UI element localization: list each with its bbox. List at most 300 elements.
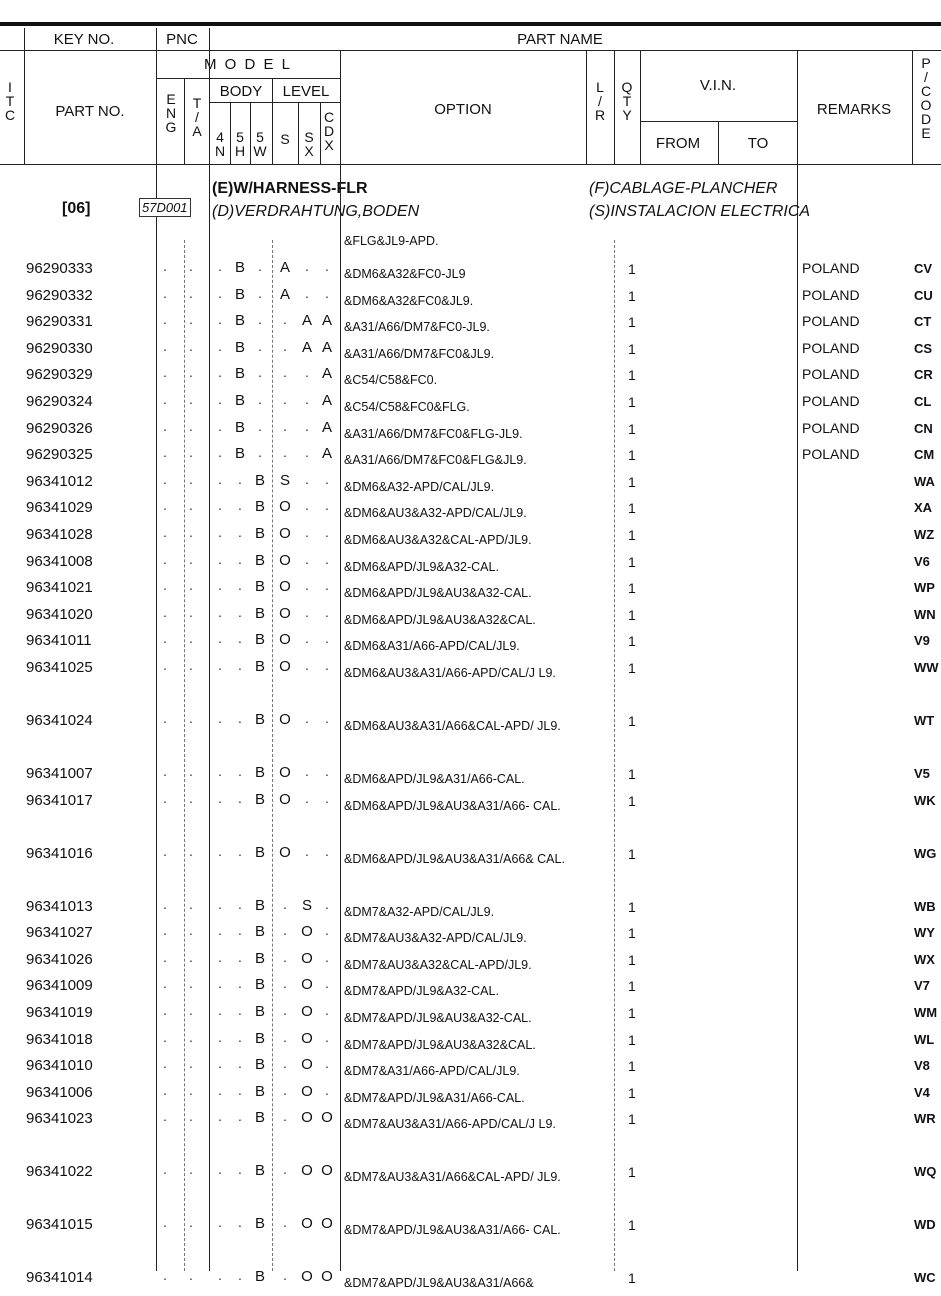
part-number: 96341021 [26, 579, 93, 597]
group-pnc: 57D001 [139, 198, 191, 217]
model-applicability-mark: . [189, 1214, 193, 1231]
model-applicability-mark: . [163, 1055, 167, 1072]
table-row [0, 761, 941, 787]
remarks: POLAND [802, 286, 860, 303]
part-number: 96341013 [26, 897, 93, 915]
pcode: CS [914, 340, 933, 356]
option-code: &C54/C58&FC0. [344, 373, 438, 388]
table-row [0, 256, 941, 282]
ta-header-char: A [192, 123, 202, 139]
model-applicability-mark: . [325, 975, 329, 992]
model-applicability-mark: . [163, 470, 167, 487]
model-applicability-mark: B [254, 1215, 266, 1233]
option-code: &DM7&APD/JL9&AU3&A32&CAL. [344, 1037, 536, 1052]
model-applicability-mark: B [254, 1003, 266, 1020]
model-applicability-mark: O [321, 1162, 333, 1180]
remarks-header: REMARKS [816, 101, 892, 118]
remarks: POLAND [802, 366, 860, 383]
model-applicability-mark: . [189, 922, 193, 939]
model-applicability-mark: . [163, 1161, 167, 1178]
lr-header-char: L [596, 79, 604, 95]
model-applicability-mark: . [163, 417, 167, 434]
table-row [0, 495, 941, 521]
model-applicability-mark: A [279, 285, 291, 303]
model-applicability-mark: . [258, 444, 262, 461]
model-applicability-mark: . [218, 948, 222, 965]
model-applicability-mark: B [254, 1029, 266, 1047]
body-5h-header [233, 130, 247, 158]
table-row [0, 1000, 941, 1026]
part-number: 96290332 [26, 286, 93, 304]
quantity: 1 [628, 1058, 636, 1075]
quantity: 1 [628, 367, 636, 384]
model-applicability-mark: B [234, 445, 246, 463]
pcode: WG [914, 845, 937, 861]
model-applicability-mark: . [325, 550, 329, 567]
quantity: 1 [628, 1084, 636, 1101]
part-number: 96290330 [26, 339, 93, 357]
model-applicability-mark: . [163, 948, 167, 965]
group-name-french: (F)CABLAGE-PLANCHER [589, 180, 778, 197]
column-divider [718, 121, 719, 164]
model-applicability-mark: . [189, 1028, 193, 1045]
model-applicability-mark: O [279, 498, 291, 516]
model-applicability-mark: . [325, 948, 329, 965]
part-number: 96341015 [26, 1216, 93, 1234]
part-number: 96341012 [26, 472, 93, 490]
model-applicability-mark: O [279, 604, 291, 622]
part-number: 96341024 [26, 712, 93, 729]
level-s-header-char: S [280, 131, 290, 147]
group-name-english: (E)W/HARNESS-FLR [212, 180, 368, 197]
model-applicability-mark: B [254, 1268, 266, 1286]
model-applicability-mark: . [325, 1081, 329, 1098]
model-applicability-mark: . [189, 391, 193, 407]
option-code: &DM6&APD/JL9&AU3&A32&CAL. [344, 612, 536, 627]
model-applicability-mark: O [301, 1003, 313, 1020]
model-applicability-mark: . [218, 550, 222, 567]
model-applicability-mark: B [254, 1109, 266, 1127]
model-applicability-mark: . [305, 657, 309, 673]
model-applicability-mark: . [283, 391, 287, 407]
lr-header [593, 80, 607, 122]
part-number: 96290324 [26, 393, 93, 410]
model-applicability-mark: . [325, 524, 329, 540]
level-cdx-header [322, 110, 336, 152]
pcode: V8 [914, 1058, 930, 1074]
level-cdx-header-char: C [323, 109, 335, 125]
model-applicability-mark: . [218, 1002, 222, 1018]
model-applicability-mark: B [254, 525, 266, 542]
model-applicability-mark: . [238, 1002, 242, 1018]
model-applicability-mark: . [218, 444, 222, 461]
model-applicability-mark: . [305, 630, 309, 647]
model-applicability-mark: . [325, 842, 329, 859]
model-applicability-mark: . [218, 975, 222, 992]
model-applicability-mark: . [283, 1002, 287, 1018]
option-code: &DM6&AU3&A31/A66&CAL-APD/ JL9. [344, 719, 561, 733]
vin-from-header: FROM [655, 135, 701, 152]
model-applicability-mark: B [234, 259, 246, 276]
part-number: 96341006 [26, 1083, 93, 1101]
model-applicability-mark: . [238, 895, 242, 912]
part-number: 96341014 [26, 1269, 93, 1287]
column-divider [250, 102, 251, 164]
model-applicability-mark: O [279, 578, 291, 596]
model-applicability-mark: . [218, 524, 222, 540]
pcode: WQ [914, 1164, 937, 1180]
table-row [0, 602, 941, 628]
model-applicability-mark: . [283, 895, 287, 912]
option-code: &A31/A66/DM7&FC0&FLG-JL9. [344, 426, 523, 441]
part-number: 96341027 [26, 924, 93, 942]
model-applicability-mark: . [163, 284, 167, 301]
remarks: POLAND [802, 393, 860, 409]
model-applicability-mark: . [305, 258, 309, 274]
table-row [0, 336, 941, 362]
quantity: 1 [628, 553, 636, 570]
model-applicability-mark: . [218, 603, 222, 620]
quantity: 1 [628, 978, 636, 995]
quantity: 1 [628, 447, 636, 464]
model-applicability-mark: O [279, 843, 291, 861]
option-code: &DM6&APD/JL9&AU3&A32-CAL. [344, 586, 532, 601]
model-applicability-mark: B [234, 365, 246, 383]
model-applicability-mark: . [238, 789, 242, 806]
quantity: 1 [628, 845, 636, 862]
option-code: &DM6&APD/JL9&A31/A66-CAL. [344, 772, 525, 786]
table-row [0, 416, 941, 442]
level-sx-header [302, 130, 316, 158]
model-applicability-mark: . [325, 284, 329, 301]
pcode-header-char: E [921, 125, 931, 141]
model-applicability-mark: . [283, 311, 287, 328]
model-applicability-mark: . [189, 444, 193, 461]
table-row [0, 947, 941, 973]
option-code: &DM6&A32&FC0-JL9 [344, 267, 466, 281]
part-number: 96290329 [26, 366, 93, 384]
model-applicability-mark: . [305, 497, 309, 514]
model-applicability-mark: . [218, 1055, 222, 1072]
table-row [0, 575, 941, 601]
model-applicability-mark: . [325, 922, 329, 939]
model-applicability-mark: . [189, 497, 193, 514]
model-applicability-mark: B [254, 711, 266, 728]
model-applicability-mark: B [234, 418, 246, 436]
model-applicability-mark: . [163, 1267, 167, 1284]
body-5h-header-char: H [234, 143, 246, 159]
model-applicability-mark: O [279, 631, 291, 649]
model-applicability-mark: B [254, 471, 266, 489]
vin-header: V.I.N. [699, 77, 737, 94]
model-applicability-mark: . [218, 1214, 222, 1231]
group-key: [06] [62, 200, 91, 217]
body-4n-header [213, 130, 227, 158]
group-name-german: (D)VERDRAHTUNG,BODEN [212, 203, 420, 220]
model-applicability-mark: B [254, 498, 266, 516]
part-number: 96341023 [26, 1110, 93, 1128]
model-applicability-mark: . [283, 364, 287, 381]
pcode: CU [914, 287, 933, 303]
table-row [0, 1265, 941, 1291]
level-sx-header-char: X [304, 143, 314, 159]
model-applicability-mark: O [301, 949, 313, 967]
model-applicability-mark: . [189, 975, 193, 992]
pcode: V5 [914, 766, 930, 781]
model-applicability-mark: . [325, 577, 329, 594]
model-applicability-mark: . [163, 311, 167, 328]
pcode: CV [914, 261, 933, 276]
pcode: V4 [914, 1084, 930, 1100]
model-applicability-mark: . [189, 1002, 193, 1018]
model-applicability-mark: . [163, 842, 167, 859]
pcode-header [919, 56, 933, 140]
table-row [0, 708, 941, 734]
model-applicability-mark: . [218, 1267, 222, 1284]
model-applicability-mark: . [258, 284, 262, 301]
model-applicability-mark: . [163, 710, 167, 726]
model-applicability-mark: . [283, 1108, 287, 1125]
model-applicability-mark: . [238, 1267, 242, 1284]
model-applicability-mark: A [301, 312, 313, 330]
model-applicability-mark: . [238, 1214, 242, 1231]
pcode: WM [914, 1005, 938, 1020]
model-applicability-mark: . [189, 524, 193, 540]
model-applicability-mark: O [301, 923, 313, 941]
quantity: 1 [628, 1005, 636, 1021]
pcode: WD [914, 1217, 936, 1233]
level-header: LEVEL [282, 83, 330, 100]
model-applicability-mark: B [234, 338, 246, 356]
model-applicability-mark: . [238, 922, 242, 939]
option-code: &C54/C58&FC0&FLG. [344, 400, 470, 414]
model-applicability-mark: . [258, 258, 262, 274]
option-code: &DM6&APD/JL9&AU3&A31/A66- CAL. [344, 798, 561, 813]
quantity: 1 [628, 660, 636, 676]
model-applicability-mark: . [189, 577, 193, 594]
option-code: &DM6&AU3&A32-APD/CAL/JL9. [344, 506, 527, 521]
model-applicability-mark: . [238, 710, 242, 726]
model-applicability-mark: O [321, 1215, 333, 1233]
model-header: M O D E L [203, 56, 293, 73]
model-applicability-mark: . [238, 1161, 242, 1178]
part-number: 96341009 [26, 977, 93, 995]
remarks: POLAND [802, 313, 860, 330]
table-row [0, 1212, 941, 1238]
model-applicability-mark: . [238, 975, 242, 992]
model-applicability-mark: . [238, 842, 242, 859]
qty-header [620, 80, 634, 122]
model-applicability-mark: . [325, 470, 329, 487]
option-code: &DM7&AU3&A32-APD/CAL/JL9. [344, 931, 527, 946]
lr-header-char: / [598, 93, 602, 109]
model-applicability-mark: O [301, 1162, 313, 1180]
model-applicability-mark: . [163, 1081, 167, 1098]
model-applicability-mark: . [283, 1214, 287, 1231]
model-applicability-mark: . [305, 763, 309, 779]
model-applicability-mark: . [283, 1028, 287, 1045]
option-code: &DM7&A31/A66-APD/CAL/JL9. [344, 1064, 520, 1079]
model-applicability-mark: . [163, 497, 167, 514]
itc-header-char: T [5, 93, 15, 109]
table-row [0, 362, 941, 388]
model-applicability-mark: . [189, 603, 193, 620]
model-applicability-mark: . [218, 922, 222, 939]
option-code: &DM6&APD/JL9&AU3&A31/A66& CAL. [344, 851, 565, 866]
part-number: 96341016 [26, 844, 93, 862]
model-applicability-mark: B [254, 843, 266, 861]
model-applicability-mark: . [163, 550, 167, 567]
lr-header-char: R [594, 107, 606, 123]
model-applicability-mark: . [238, 603, 242, 620]
body-5w-header [253, 130, 267, 158]
model-applicability-mark: . [325, 497, 329, 514]
model-applicability-mark: . [238, 1028, 242, 1045]
model-applicability-mark: . [163, 763, 167, 779]
model-applicability-mark: . [238, 577, 242, 594]
column-divider [230, 102, 231, 164]
part-number: 96341017 [26, 791, 93, 809]
part-number: 96341028 [26, 526, 93, 543]
model-applicability-mark: B [254, 790, 266, 808]
model-applicability-mark: . [189, 364, 193, 381]
model-applicability-mark: O [279, 551, 291, 569]
column-divider [298, 102, 299, 164]
qty-header-char: Y [622, 107, 632, 123]
model-applicability-mark: . [325, 895, 329, 912]
model-applicability-mark: O [321, 1268, 333, 1286]
option-code: &DM7&A32-APD/CAL/JL9. [344, 904, 495, 919]
model-applicability-mark: O [279, 764, 291, 781]
table-row [0, 522, 941, 548]
model-applicability-mark: B [254, 658, 266, 675]
vin-to-header: TO [747, 135, 769, 152]
pcode: WT [914, 713, 935, 728]
quantity: 1 [628, 314, 636, 331]
model-applicability-mark: . [325, 657, 329, 673]
model-applicability-mark: . [218, 1161, 222, 1178]
model-applicability-mark: . [305, 524, 309, 540]
model-applicability-mark: . [218, 789, 222, 806]
option-code: &A31/A66/DM7&FC0&JL9. [344, 346, 495, 361]
part-number: 96341019 [26, 1004, 93, 1021]
model-applicability-mark: . [189, 630, 193, 647]
model-applicability-mark: . [163, 524, 167, 540]
eng-header-char: G [165, 119, 177, 135]
model-applicability-mark: . [305, 603, 309, 620]
model-applicability-mark: . [238, 524, 242, 540]
column-divider [272, 78, 273, 164]
model-applicability-mark: . [189, 1161, 193, 1178]
body-5w-header-char: 5 [256, 129, 264, 145]
ta-header-char: T [192, 95, 202, 111]
pcode: V7 [914, 978, 930, 994]
part-number: 96341026 [26, 950, 93, 968]
quantity: 1 [628, 606, 636, 623]
remarks: POLAND [802, 419, 860, 436]
table-row [0, 920, 941, 946]
ta-header [190, 96, 204, 138]
pcode-header-char: D [920, 111, 932, 127]
pnc-header: PNC [166, 31, 198, 48]
option-code: &DM7&AU3&A31/A66&CAL-APD/ JL9. [344, 1170, 561, 1185]
model-applicability-mark: . [305, 284, 309, 301]
column-divider [320, 102, 321, 164]
option-code: &DM6&APD/JL9&A32-CAL. [344, 559, 499, 574]
model-applicability-mark: . [325, 789, 329, 806]
table-row [0, 1159, 941, 1185]
option-code: &DM7&APD/JL9&AU3&A32-CAL. [344, 1011, 532, 1025]
model-applicability-mark: . [283, 1055, 287, 1072]
model-applicability-mark: B [254, 1162, 266, 1180]
model-applicability-mark: . [163, 789, 167, 806]
model-applicability-mark: . [189, 842, 193, 859]
model-applicability-mark: . [163, 391, 167, 407]
part-number: 96341007 [26, 765, 93, 782]
model-applicability-mark: . [325, 1055, 329, 1072]
model-applicability-mark: . [283, 417, 287, 434]
pcode: WA [914, 473, 935, 489]
header-divider [0, 50, 941, 51]
model-applicability-mark: . [305, 417, 309, 434]
model-applicability-mark: . [218, 577, 222, 594]
model-applicability-mark: B [254, 631, 266, 649]
part-number: 96341025 [26, 659, 93, 676]
model-applicability-mark: . [218, 710, 222, 726]
option-code: &DM7&APD/JL9&A31/A66-CAL. [344, 1090, 525, 1105]
quantity: 1 [628, 527, 636, 543]
part-number: 96290331 [26, 313, 93, 331]
model-applicability-mark: B [234, 285, 246, 303]
model-applicability-mark: . [218, 391, 222, 407]
pcode: CL [914, 394, 932, 409]
part-number: 96341022 [26, 1163, 93, 1181]
body-header: BODY [219, 83, 263, 100]
model-applicability-mark: . [218, 895, 222, 912]
model-applicability-mark: . [189, 1081, 193, 1098]
body-4n-header-char: 4 [216, 129, 224, 145]
model-applicability-mark: . [305, 842, 309, 859]
pcode: WP [914, 580, 935, 596]
column-divider [640, 50, 641, 164]
table-row [0, 788, 941, 814]
model-applicability-mark: . [163, 603, 167, 620]
model-applicability-mark: . [238, 630, 242, 647]
option-code: &DM6&A32&FC0&JL9. [344, 293, 474, 308]
part-number: 96290326 [26, 419, 93, 437]
body-5h-header-char: 5 [236, 129, 244, 145]
table-row [0, 309, 941, 335]
model-applicability-mark: . [283, 337, 287, 354]
level-cdx-header-char: D [323, 123, 335, 139]
top-rule [0, 22, 941, 26]
pcode: WZ [914, 527, 935, 542]
model-applicability-mark: . [218, 497, 222, 514]
model-applicability-mark: . [189, 763, 193, 779]
eng-header-char: E [166, 91, 176, 107]
level-s-header [278, 132, 292, 146]
model-applicability-mark: O [279, 711, 291, 728]
model-applicability-mark: . [189, 284, 193, 301]
model-applicability-mark: B [254, 578, 266, 596]
option-code: &A31/A66/DM7&FC0&FLG&JL9. [344, 453, 527, 468]
option-code: &DM6&A31/A66-APD/CAL/JL9. [344, 639, 520, 654]
model-applicability-mark: . [218, 657, 222, 673]
remarks: POLAND [802, 260, 860, 276]
itc-header-char: C [4, 107, 16, 123]
option-code: &DM7&AU3&A31/A66-APD/CAL/J L9. [344, 1117, 556, 1132]
model-applicability-mark: . [218, 763, 222, 779]
